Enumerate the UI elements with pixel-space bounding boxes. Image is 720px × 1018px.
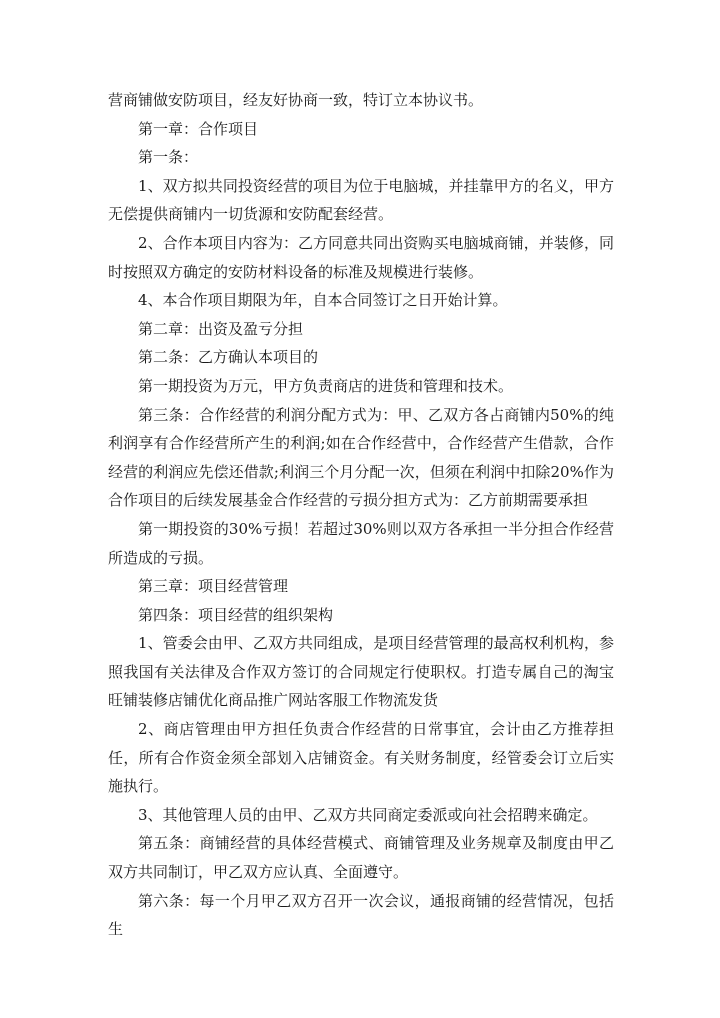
chapter-1-heading: 第一章：合作项目 — [138, 119, 259, 138]
chapter-2-heading: 第二章：出资及盈亏分担 — [138, 319, 304, 338]
article-2: 第二条：乙方确认本项目的 — [138, 348, 319, 367]
paragraph-intro-continuation: 营商铺做安防项目，经友好协商一致，特订立本协议书。 — [108, 91, 484, 109]
article-4-heading: 第四条：项目经营的组织架构 — [138, 605, 334, 624]
chapter-3-heading: 第三章：项目经营管理 — [138, 577, 289, 596]
article-1-heading: 第一条： — [138, 148, 199, 167]
article-3-profit-distribution: 第三条：合作经营的利润分配方式为：甲、乙双方各占商铺内50%的纯利润享有合作经营所产生的利润;如在合作经营中，合作经营产生借款，合作经营的利润应先偿还借款;利润三个月分配一次，但须在利润中扣除20%作为合作项目的后续发展基金合作经营的亏损分担方式为：乙方前期需要承担 — [108, 405, 614, 510]
document-body — [108, 86, 614, 944]
article-4-clause-2: 2、商店管理由甲方担任负责合作经营的日常事宜，会计由乙方推荐担任，所有合作资金须全部划入店铺资金。有关财务制度，经管委会订立后实施执行。 — [108, 720, 614, 796]
article-5: 第五条：商铺经营的具体经营模式、商铺管理及业务规章及制度由甲乙双方共同制订，甲乙双方应认真、全面遵守。 — [108, 834, 614, 882]
article-3-loss-sharing: 第一期投资的30%亏损！若超过30%则以双方各承担一半分担合作经营所造成的亏损。 — [108, 519, 614, 567]
article-1-clause-1: 1、双方拟共同投资经营的项目为位于电脑城，并挂靠甲方的名义，甲方无偿提供商铺内一切货源和安防配套经营。 — [108, 176, 614, 224]
article-6: 第六条：每一个月甲乙双方召开一次会议，通报商铺的经营情况，包括生 — [108, 891, 614, 939]
article-4-clause-3: 3、其他管理人员的由甲、乙双方共同商定委派或向社会招聘来确定。 — [138, 805, 598, 824]
article-4-clause-1: 1、管委会由甲、乙双方共同组成，是项目经营管理的最高权利机构，参照我国有关法律及合作双方签订的合同规定行使职权。打造专属自己的淘宝旺铺装修店铺优化商品推广网站客服工作物流发货 — [108, 634, 614, 710]
article-2-first-investment: 第一期投资为万元，甲方负责商店的进货和管理和技术。 — [138, 376, 514, 395]
article-1-clause-2: 2、合作本项目内容为：乙方同意共同出资购买电脑城商铺，并装修，同时按照双方确定的安防材料设备的标准及规模进行装修。 — [108, 233, 614, 281]
article-1-clause-4: 4、本合作项目期限为年，自本合同签订之日开始计算。 — [138, 291, 508, 310]
